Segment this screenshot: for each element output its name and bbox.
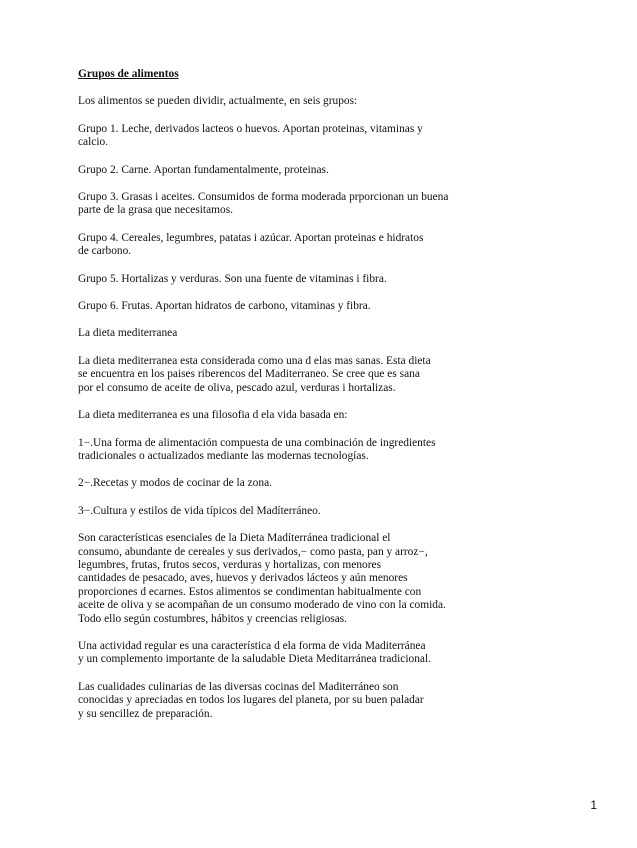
paragraph [78,123,478,150]
paragraph-line: parte de la grasa que necesitamos. [78,204,233,217]
paragraph-line: Grupo 3. Grasas i aceites. Consumidos de forma moderada prporcionan un buena [78,191,449,204]
paragraph-line: La dieta mediterranea [78,327,178,340]
paragraph-line: 2−.Recetas y modos de cocinar de la zona. [78,477,272,490]
paragraph-line: Los alimentos se pueden dividir, actualmente, en seis grupos: [78,95,358,108]
paragraph-line: Grupo 5. Hortalizas y verduras. Son una fuente de vitaminas i fibra. [78,272,387,285]
paragraph [78,355,478,395]
paragraph-line: tradicionales o actualizados mediante las modernas tecnologías. [78,449,369,462]
paragraph-line: conocidas y apreciadas en todos los lugares del planeta, por su buen paladar [78,694,424,707]
paragraph-line: La dieta mediterranea es una filosofia d ela vida basada en: [78,409,348,422]
paragraph [78,409,478,422]
document-heading: Grupos de alimentos [78,68,179,80]
paragraph-line: La dieta mediterranea esta considerada como una d elas mas sanas. Esta dieta [78,354,431,367]
paragraph [78,164,478,177]
paragraph-line: se encuentra en los paises riberencos del Maditerraneo. Se cree que es sana [78,368,420,381]
paragraph-line: Todo ello según costumbres, hábitos y creencias religiosas. [78,612,348,625]
paragraph-line: Son características esenciales de la Dieta Madíterránea tradicional el [78,532,391,545]
paragraph-line: por el consumo de aceite de oliva, pescado azul, verduras i hortalizas. [78,381,396,394]
paragraph-line: Una actividad regular es una característica d ela forma de vida Maditerránea [78,639,426,652]
paragraph [78,191,478,218]
paragraph-line: y un complemento importante de la saludable Dieta Meditarránea tradicional. [78,653,431,666]
paragraph-line: cantidades de pesacado, aves, huevos y derivados lácteos y aún menores [78,572,408,585]
paragraph-line: Grupo 2. Carne. Aportan fundamentalmente, proteinas. [78,163,329,176]
paragraph-line: 1−.Una forma de alimentación compuesta de una combinación de ingredientes [78,436,436,449]
paragraph-line: aceite de oliva y se acompañan de un consumo moderado de vino con la comida. [78,599,446,612]
paragraph-line: 3−.Cultura y estilos de vida típicos del Madíterráneo. [78,504,321,517]
paragraph-line: Grupo 6. Frutas. Aportan hidratos de carbono, vitaminas y fibra. [78,300,371,313]
paragraph [78,437,478,464]
paragraph [78,327,478,340]
paragraph [78,477,478,490]
paragraph [78,300,478,313]
paragraph-line: de carbono. [78,245,132,258]
paragraph [78,532,478,626]
document-body [78,68,478,735]
paragraph-line: proporciones d ecarnes. Estos alimentos se condimentan habitualmente con [78,585,422,598]
paragraph-line: Las cualidades culinarias de las diversas cocinas del Maditerráneo son [78,680,399,693]
paragraph-line: consumo, abundante de cereales y sus derivados,− como pasta, pan y arroz−, [78,545,428,558]
paragraph-line: calcio. [78,136,109,149]
paragraph [78,232,478,259]
paragraph-list [78,95,478,721]
page-number: 1 [590,798,597,812]
paragraph [78,273,478,286]
paragraph [78,681,478,721]
paragraph-line: Grupo 4. Cereales, legumbres, patatas i azúcar. Aportan proteinas e hidratos [78,231,424,244]
paragraph [78,95,478,108]
paragraph-line: legumbres, frutas, frutos secos, verduras y hortalizas, con menores [78,558,382,571]
paragraph [78,505,478,518]
paragraph-line: Grupo 1. Leche, derivados lacteos o huevos. Aportan proteinas, vitaminas y [78,122,423,135]
paragraph-line: y su sencillez de preparación. [78,707,213,720]
paragraph [78,640,478,667]
